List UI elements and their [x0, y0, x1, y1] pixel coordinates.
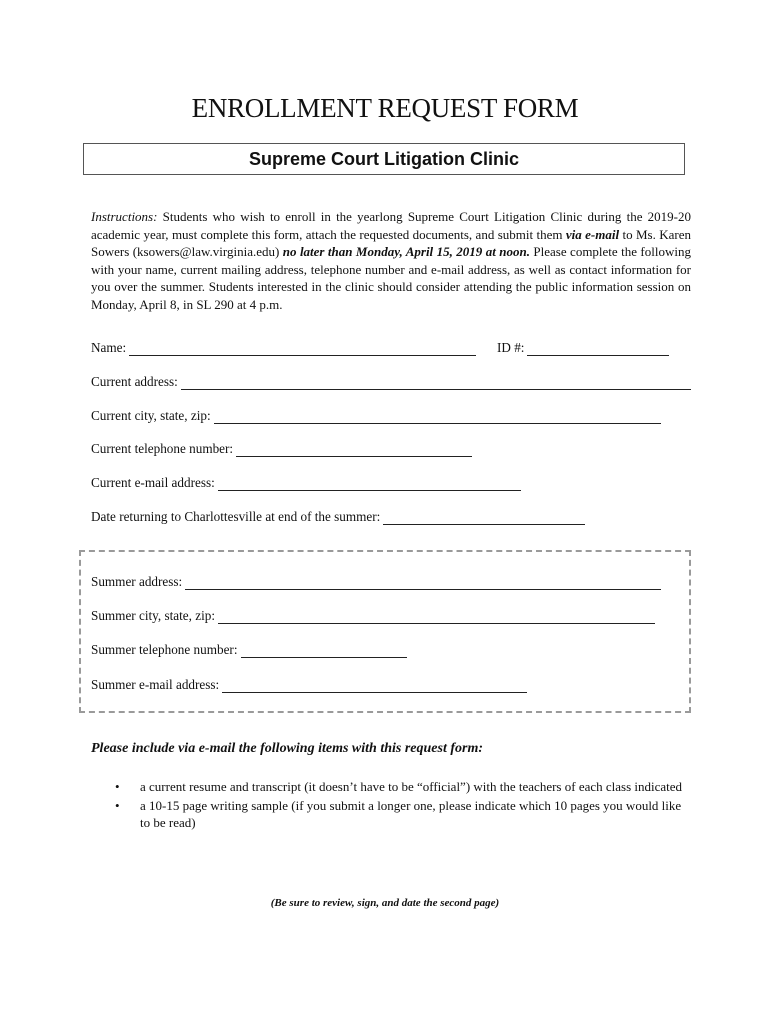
current-phone-input-line[interactable] [236, 444, 472, 457]
footer-note: (Be sure to review, sign, and date the second page) [270, 897, 500, 909]
return-date-input-line[interactable] [383, 512, 585, 525]
summer-city-input-line[interactable] [218, 611, 655, 624]
current-phone-field [91, 441, 472, 457]
current-phone-label: Current telephone number: [91, 441, 234, 456]
instructions-text-2: to Ms. Karen Sowers (ksowers@law.virginia.edu) [91, 226, 691, 259]
name-field [91, 340, 476, 356]
current-email-input-line[interactable] [218, 478, 521, 491]
summer-phone-input-line[interactable] [241, 645, 407, 658]
summer-address-label: Summer address: [91, 574, 183, 589]
summer-email-label: Summer e-mail address: [91, 677, 220, 692]
include-heading: Please include via e-mail the following items with this request form: [91, 741, 483, 756]
instructions-paragraph [91, 208, 691, 313]
required-items-list [91, 778, 691, 833]
clinic-box [83, 143, 685, 175]
clinic-title: Supreme Court Litigation Clinic [248, 148, 519, 169]
summer-phone-label: Summer telephone number: [91, 642, 238, 657]
return-date-field [91, 509, 585, 525]
current-address-input-line[interactable] [181, 377, 691, 390]
list-item [91, 778, 691, 796]
form-title: ENROLLMENT REQUEST FORM [191, 93, 579, 123]
instructions-emphasis-deadline: no later than Monday, April 15, 2019 at noon. [282, 244, 530, 259]
list-item-text: a current resume and transcript (it doesn’t have to be “official”) with the teachers of each class indicated [140, 779, 683, 794]
bullet-icon: • [115, 779, 120, 794]
id-input-line[interactable] [527, 343, 669, 356]
id-field [497, 340, 669, 356]
current-address-field [91, 374, 691, 390]
current-city-field [91, 408, 661, 424]
current-city-label: Current city, state, zip: [91, 408, 211, 423]
list-item-text: a 10-15 page writing sample (if you submit a longer one, please indicate which 10 pages you would like to be read) [140, 797, 682, 830]
current-address-label: Current address: [91, 374, 178, 389]
summer-city-field [91, 608, 655, 624]
instructions-text-1: Students who wish to enroll in the yearlong Supreme Court Litigation Clinic during the 2019-20 academic year, must complete this form, attach the requested documents, and submit them [91, 209, 691, 242]
summer-phone-field [91, 642, 407, 658]
name-label: Name: [91, 340, 127, 355]
summer-address-input-line[interactable] [185, 577, 661, 590]
summer-email-field [91, 677, 527, 693]
summer-city-label: Summer city, state, zip: [91, 608, 216, 623]
summer-address-field [91, 574, 661, 590]
current-city-input-line[interactable] [214, 411, 661, 424]
name-input-line[interactable] [129, 343, 476, 356]
current-email-label: Current e-mail address: [91, 475, 215, 490]
instructions-emphasis-email: via e-mail [565, 226, 620, 242]
current-email-field [91, 475, 521, 491]
id-label: ID #: [497, 340, 525, 355]
instructions-text-3: Please complete the following with your name, current mailing address, telephone number and e-mail address, as well as contact information for you over the summer. Students interested in the clinic should consider attending the public information session on Monday, April 8, in SL 290 at 4 p.m. [91, 244, 691, 312]
bullet-icon: • [115, 797, 120, 813]
instructions-label: Instructions: [91, 209, 158, 224]
return-date-label: Date returning to Charlottesville at end of the summer: [91, 509, 381, 524]
summer-email-input-line[interactable] [222, 680, 527, 693]
list-item [91, 797, 691, 832]
